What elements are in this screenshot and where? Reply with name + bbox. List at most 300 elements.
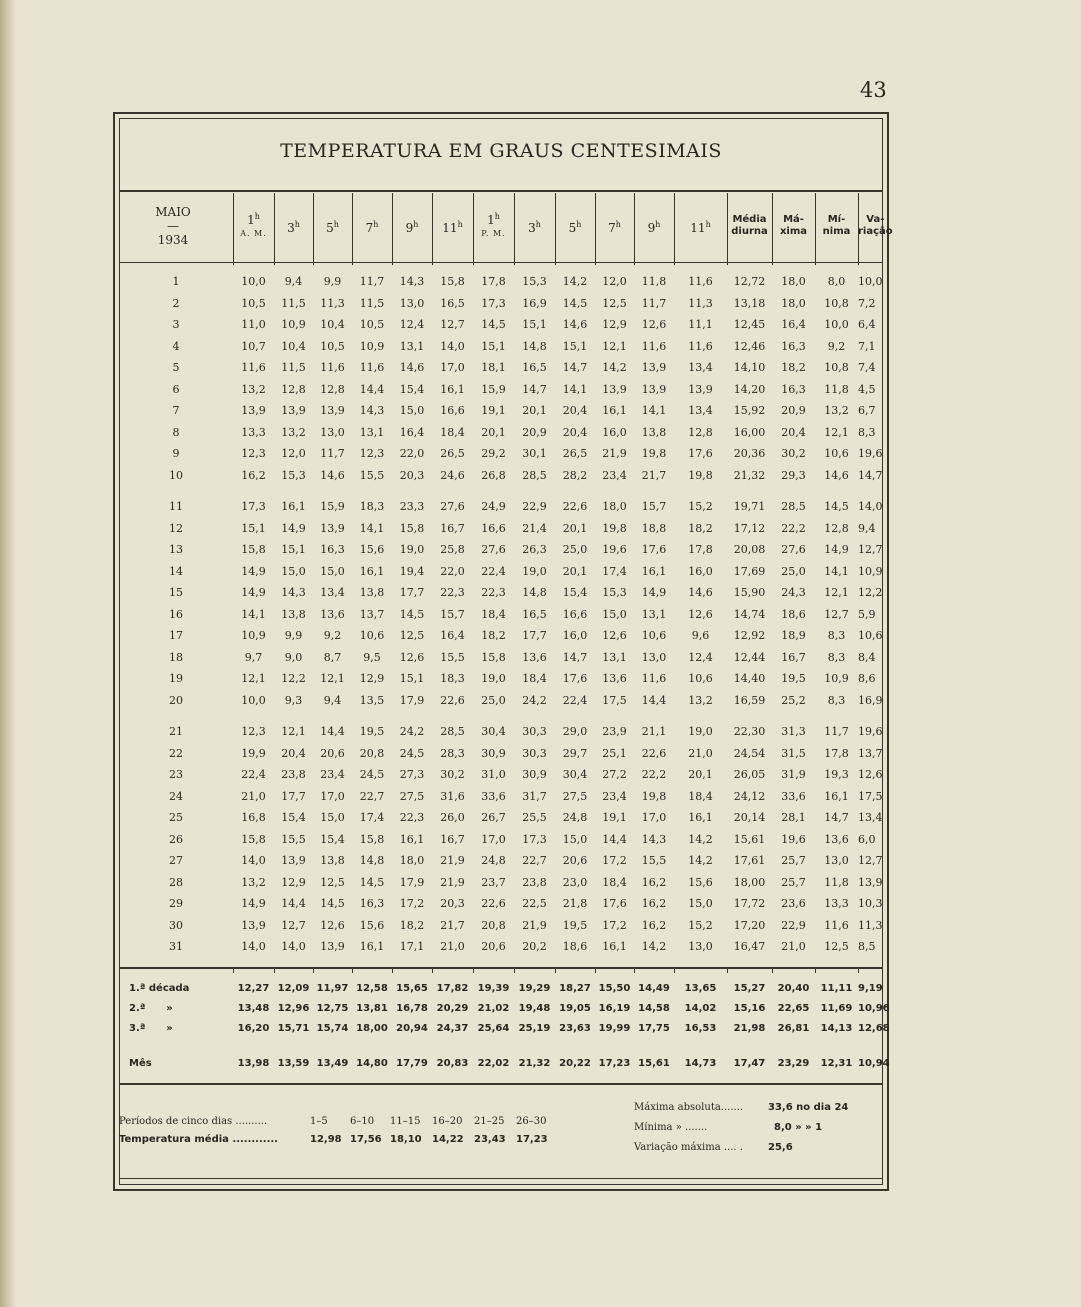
value-cell: 18,0 — [399, 854, 425, 867]
value-cell: 26,3 — [522, 543, 547, 556]
value-cell: 15,0 — [320, 564, 345, 578]
value-cell: 13,18 — [733, 296, 766, 310]
value-cell: 10,9 — [824, 672, 849, 685]
summary-value: 14,02 — [684, 1003, 717, 1014]
value-cell: 16,6 — [481, 521, 506, 535]
column-header-label: Mí- — [827, 214, 846, 225]
value-cell: 15,0 — [688, 897, 713, 910]
value-cell: 17,6 — [602, 897, 627, 910]
summary-value: 11,69 — [820, 1003, 853, 1014]
value-cell: 31,0 — [481, 768, 506, 781]
mean-temp-label: Temperatura média ............ — [119, 1134, 278, 1145]
value-cell: 14,3 — [399, 275, 425, 288]
value-cell: 15,9 — [320, 500, 345, 513]
value-cell: 16,59 — [733, 693, 766, 707]
value-cell: 16,2 — [641, 918, 667, 932]
table-row — [119, 747, 883, 767]
value-cell: 20,3 — [440, 897, 465, 910]
table-row — [119, 919, 883, 939]
value-cell: 18,4 — [440, 425, 465, 439]
value-cell: 12,6 — [399, 650, 425, 664]
summary-value: 10,94 — [858, 1058, 890, 1069]
table-row — [119, 790, 883, 810]
value-cell: 33,6 — [781, 789, 806, 803]
table-row — [119, 854, 883, 874]
value-cell: 13,8 — [641, 425, 667, 439]
value-cell: 22,4 — [481, 564, 506, 578]
value-cell: 14,3 — [359, 404, 385, 417]
value-cell: 16,2 — [641, 875, 667, 889]
value-cell: 19,8 — [641, 789, 667, 803]
value-cell: 13,1 — [602, 650, 627, 664]
value-cell: 13,2 — [241, 875, 266, 889]
value-cell: 16,1 — [688, 811, 713, 824]
value-cell: 10,0 — [858, 275, 883, 288]
value-cell: 19,8 — [602, 521, 627, 535]
value-cell: 24,8 — [562, 811, 588, 824]
value-cell: 14,74 — [733, 607, 766, 621]
summary-value: 12,09 — [277, 983, 310, 994]
value-cell: 14,9 — [281, 521, 306, 535]
period-mean: 12,98 — [310, 1134, 342, 1145]
value-cell: 30,2 — [781, 447, 806, 460]
summary-value: 18,00 — [356, 1023, 388, 1034]
table-row — [119, 361, 883, 381]
value-cell: 13,8 — [359, 586, 385, 599]
value-cell: 14,3 — [641, 832, 667, 846]
value-cell: 14,4 — [602, 832, 627, 846]
day-cell: 22 — [169, 746, 183, 760]
value-cell: 22,4 — [241, 768, 266, 781]
column-header — [727, 214, 772, 238]
value-cell: 18,3 — [440, 672, 465, 685]
value-cell: 13,2 — [241, 382, 266, 396]
value-cell: 13,6 — [602, 672, 627, 685]
value-cell: 10,5 — [241, 296, 266, 310]
value-cell: 22,2 — [781, 521, 806, 535]
value-cell: 16,3 — [781, 339, 806, 353]
value-cell: 16,5 — [522, 607, 547, 621]
value-cell: 11,6 — [641, 339, 667, 353]
value-cell: 16,9 — [858, 693, 883, 707]
summary-value: 17,47 — [733, 1058, 766, 1069]
value-cell: 12,6 — [688, 607, 713, 621]
value-cell: 20,9 — [522, 425, 547, 439]
value-cell: 30,4 — [481, 725, 506, 738]
ampm-sub: A. M. — [240, 229, 267, 238]
table-row — [119, 500, 883, 520]
period-label: 26–30 — [516, 1116, 547, 1127]
table-row — [119, 608, 883, 628]
decade-row — [119, 983, 883, 1001]
summary-column-rule — [432, 967, 433, 973]
table-row — [119, 404, 883, 424]
value-cell: 19,5 — [781, 672, 806, 685]
table-row — [119, 469, 883, 489]
value-cell: 13,6 — [824, 832, 849, 846]
value-cell: 13,4 — [858, 811, 883, 824]
day-cell: 5 — [172, 361, 180, 374]
value-cell: 16,1 — [359, 564, 385, 578]
value-cell: 16,3 — [781, 382, 806, 396]
value-cell: 19,0 — [522, 564, 547, 578]
value-cell: 21,7 — [440, 918, 465, 932]
summary-label: Mês — [129, 1058, 152, 1069]
value-cell: 9,2 — [323, 629, 342, 642]
value-cell: 29,3 — [781, 468, 806, 482]
value-cell: 9,2 — [827, 339, 846, 353]
period-mean: 14,22 — [432, 1134, 464, 1145]
value-cell: 18,1 — [481, 361, 506, 374]
day-cell: 14 — [169, 564, 183, 578]
day-cell: 25 — [169, 811, 183, 824]
value-cell: 15,6 — [359, 543, 385, 556]
value-cell: 17,6 — [688, 447, 713, 460]
period-label: 6–10 — [350, 1116, 375, 1127]
value-cell: 15,7 — [641, 500, 667, 513]
value-cell: 15,90 — [733, 586, 766, 599]
value-cell: 9,6 — [691, 629, 710, 642]
value-cell: 31,3 — [781, 725, 806, 738]
table-row — [119, 275, 883, 295]
summary-value: 13,49 — [316, 1058, 349, 1069]
value-cell: 13,9 — [688, 382, 713, 396]
value-cell: 30,9 — [522, 768, 547, 781]
day-cell: 26 — [169, 832, 183, 846]
summary-value: 19,05 — [559, 1003, 591, 1014]
value-cell: 31,5 — [781, 746, 806, 760]
value-cell: 15,8 — [440, 275, 465, 288]
value-cell: 12,6 — [641, 318, 667, 331]
value-cell: 12,6 — [320, 918, 345, 932]
value-cell: 10,8 — [824, 361, 849, 374]
value-cell: 14,0 — [241, 854, 266, 867]
value-cell: 23,9 — [602, 725, 627, 738]
column-header-label: Média — [732, 214, 767, 225]
table-row — [119, 565, 883, 585]
value-cell: 10,0 — [824, 318, 849, 331]
value-cell: 13,9 — [858, 875, 883, 889]
period-mean: 17,23 — [516, 1134, 548, 1145]
value-cell: 23,0 — [562, 875, 588, 889]
column-header — [313, 218, 352, 235]
day-cell: 31 — [169, 940, 183, 953]
max-abs-label: Máxima absoluta....... — [634, 1102, 744, 1113]
value-cell: 22,6 — [481, 897, 506, 910]
day-cell: 24 — [169, 789, 183, 803]
value-cell: 16,5 — [440, 296, 465, 310]
value-cell: 12,72 — [733, 275, 766, 288]
day-cell: 23 — [169, 768, 183, 781]
value-cell: 27,6 — [440, 500, 465, 513]
value-cell: 20,14 — [733, 811, 766, 824]
day-cell: 8 — [172, 425, 180, 439]
value-cell: 18,2 — [781, 361, 806, 374]
value-cell: 13,0 — [688, 940, 713, 953]
value-cell: 14,2 — [688, 854, 713, 867]
value-cell: 22,30 — [733, 725, 766, 738]
column-header-label: 5 — [568, 221, 577, 235]
summary-value: 21,98 — [733, 1023, 766, 1034]
table-row — [119, 447, 883, 467]
period-mean: 23,43 — [474, 1134, 506, 1145]
min-label: Mínima » ....... — [634, 1122, 708, 1133]
value-cell: 15,1 — [522, 318, 547, 331]
value-cell: 12,3 — [241, 725, 266, 738]
value-cell: 13,7 — [858, 746, 883, 760]
value-cell: 21,7 — [641, 468, 667, 482]
hour-sup: h — [576, 220, 582, 229]
value-cell: 11,3 — [688, 296, 713, 310]
table-row — [119, 586, 883, 606]
summary-value: 13,65 — [684, 983, 717, 994]
value-cell: 16,7 — [440, 521, 465, 535]
value-cell: 17,12 — [733, 521, 766, 535]
value-cell: 13,8 — [320, 854, 345, 867]
day-cell: 19 — [169, 672, 183, 685]
value-cell: 12,1 — [320, 672, 345, 685]
column-header — [352, 218, 392, 235]
value-cell: 13,9 — [602, 382, 627, 396]
value-cell: 12,3 — [359, 447, 385, 460]
summary-column-rule — [352, 967, 353, 973]
value-cell: 13,9 — [281, 404, 306, 417]
value-cell: 23,3 — [399, 500, 425, 513]
summary-value: 15,61 — [638, 1058, 670, 1069]
value-cell: 14,0 — [241, 940, 266, 953]
value-cell: 15,5 — [440, 650, 465, 664]
value-cell: 11,3 — [320, 296, 345, 310]
hour-sup: h — [413, 220, 419, 229]
value-cell: 7,2 — [858, 296, 876, 310]
table-row — [119, 318, 883, 338]
value-cell: 25,0 — [781, 564, 806, 578]
value-cell: 15,4 — [399, 382, 425, 396]
summary-value: 16,19 — [598, 1003, 631, 1014]
value-cell: 19,3 — [824, 768, 849, 781]
value-cell: 13,7 — [359, 607, 385, 621]
summary-value: 22,65 — [777, 1003, 810, 1014]
value-cell: 17,72 — [733, 897, 766, 910]
summary-value: 21,32 — [518, 1058, 551, 1069]
table-row — [119, 940, 883, 960]
column-header — [432, 218, 473, 235]
value-cell: 18,2 — [481, 629, 506, 642]
value-cell: 14,7 — [522, 382, 547, 396]
value-cell: 28,5 — [781, 500, 806, 513]
value-cell: 18,6 — [562, 940, 588, 953]
hour-sup: h — [535, 220, 541, 229]
value-cell: 18,9 — [781, 629, 806, 642]
value-cell: 17,7 — [522, 629, 547, 642]
value-cell: 12,1 — [281, 725, 306, 738]
value-cell: 30,4 — [562, 768, 588, 781]
column-header — [634, 218, 674, 235]
summary-value: 9,19 — [858, 983, 883, 994]
value-cell: 10,8 — [824, 296, 849, 310]
value-cell: 14,0 — [858, 500, 883, 513]
hour-sup: h — [655, 220, 661, 229]
value-cell: 20,8 — [481, 918, 506, 932]
value-cell: 22,6 — [562, 500, 588, 513]
value-cell: 31,7 — [522, 789, 547, 803]
value-cell: 20,6 — [320, 746, 345, 760]
summary-value: 17,82 — [436, 983, 469, 994]
value-cell: 16,1 — [281, 500, 306, 513]
value-cell: 9,4 — [858, 521, 876, 535]
value-cell: 17,9 — [399, 875, 425, 889]
day-cell: 10 — [169, 468, 183, 482]
summary-value: 19,29 — [518, 983, 551, 994]
value-cell: 13,9 — [641, 382, 667, 396]
table-row — [119, 297, 883, 317]
value-cell: 22,9 — [522, 500, 547, 513]
column-header — [392, 218, 432, 235]
value-cell: 12,0 — [602, 275, 627, 288]
value-cell: 14,20 — [733, 382, 766, 396]
value-cell: 12,44 — [733, 650, 766, 664]
value-cell: 12,4 — [688, 650, 713, 664]
value-cell: 20,08 — [733, 543, 766, 556]
value-cell: 8,4 — [858, 650, 876, 664]
value-cell: 18,4 — [688, 789, 713, 803]
summary-value: 20,40 — [777, 983, 810, 994]
value-cell: 15,8 — [241, 832, 266, 846]
value-cell: 14,1 — [241, 607, 266, 621]
value-cell: 15,1 — [399, 672, 425, 685]
value-cell: 29,7 — [562, 746, 588, 760]
table-row — [119, 833, 883, 853]
value-cell: 6,7 — [858, 404, 876, 417]
day-cell: 4 — [172, 339, 180, 353]
column-header-label: 3 — [287, 221, 295, 235]
value-cell: 12,1 — [602, 339, 627, 353]
value-cell: 22,3 — [481, 586, 506, 599]
value-cell: 28,5 — [522, 468, 547, 482]
value-cell: 14,0 — [281, 940, 306, 953]
value-cell: 16,4 — [399, 425, 425, 439]
value-cell: 13,5 — [359, 693, 385, 707]
value-cell: 22,0 — [399, 447, 425, 460]
value-cell: 23,8 — [281, 768, 306, 781]
value-cell: 17,69 — [733, 564, 766, 578]
value-cell: 14,9 — [241, 586, 266, 599]
value-cell: 15,0 — [602, 607, 627, 621]
month-header — [130, 205, 216, 247]
value-cell: 14,5 — [320, 897, 345, 910]
value-cell: 13,9 — [320, 521, 345, 535]
value-cell: 14,7 — [858, 468, 883, 482]
value-cell: 12,2 — [858, 586, 883, 599]
value-cell: 25,0 — [562, 543, 588, 556]
title-divider — [119, 190, 883, 192]
column-header — [772, 214, 815, 238]
value-cell: 19,4 — [399, 564, 425, 578]
value-cell: 13,0 — [824, 854, 849, 867]
value-cell: 19,6 — [858, 725, 883, 738]
summary-value: 14,80 — [356, 1058, 388, 1069]
value-cell: 12,1 — [824, 425, 849, 439]
value-cell: 20,2 — [522, 940, 547, 953]
value-cell: 16,3 — [320, 543, 345, 556]
value-cell: 16,2 — [241, 468, 266, 482]
summary-column-rule — [772, 967, 773, 973]
day-cell: 9 — [172, 447, 180, 460]
value-cell: 13,1 — [641, 607, 667, 621]
value-cell: 25,5 — [522, 811, 547, 824]
value-cell: 13,9 — [241, 404, 266, 417]
value-cell: 22,9 — [781, 918, 806, 932]
value-cell: 26,05 — [733, 768, 766, 781]
summary-value: 21,02 — [477, 1003, 510, 1014]
value-cell: 18,0 — [781, 296, 806, 310]
value-cell: 9,3 — [284, 693, 303, 707]
table-row — [119, 672, 883, 692]
value-cell: 30,9 — [481, 746, 506, 760]
decade-row — [119, 1023, 890, 1041]
value-cell: 10,5 — [359, 318, 385, 331]
value-cell: 11,0 — [241, 318, 266, 331]
max-abs-value: 33,6 no dia 24 — [768, 1102, 849, 1113]
column-header-label: 7 — [365, 221, 374, 235]
value-cell: 22,6 — [641, 746, 667, 760]
value-cell: 13,4 — [688, 404, 713, 417]
value-cell: 20,1 — [688, 768, 713, 781]
value-cell: 10,9 — [281, 318, 306, 331]
value-cell: 14,9 — [241, 897, 266, 910]
column-header-label-2: diurna — [731, 226, 768, 237]
value-cell: 14,4 — [641, 693, 667, 707]
value-cell: 15,4 — [562, 586, 588, 599]
value-cell: 9,4 — [323, 693, 342, 707]
value-cell: 14,4 — [320, 725, 345, 738]
column-header-label-2: nima — [822, 226, 851, 237]
value-cell: 14,4 — [359, 382, 385, 396]
value-cell: 14,6 — [688, 586, 713, 599]
period-label: 21–25 — [474, 1116, 505, 1127]
value-cell: 14,9 — [824, 543, 849, 556]
value-cell: 26,5 — [440, 447, 465, 460]
value-cell: 11,5 — [281, 361, 306, 374]
value-cell: 13,0 — [399, 296, 425, 310]
value-cell: 24,12 — [733, 789, 766, 803]
value-cell: 21,0 — [688, 746, 713, 760]
value-cell: 15,5 — [641, 854, 667, 867]
value-cell: 4,5 — [858, 382, 876, 396]
value-cell: 9,9 — [284, 629, 303, 642]
value-cell: 10,6 — [688, 672, 713, 685]
value-cell: 31,9 — [781, 768, 806, 781]
summary-value: 17,79 — [396, 1058, 428, 1069]
footer-divider — [119, 1083, 883, 1085]
value-cell: 15,7 — [440, 607, 465, 621]
summary-value: 20,22 — [559, 1058, 591, 1069]
value-cell: 9,5 — [363, 650, 381, 664]
value-cell: 15,4 — [320, 832, 345, 846]
value-cell: 17,2 — [602, 918, 627, 932]
value-cell: 13,6 — [522, 650, 547, 664]
value-cell: 16,6 — [440, 404, 465, 417]
value-cell: 10,6 — [858, 629, 883, 642]
value-cell: 18,3 — [359, 500, 385, 513]
value-cell: 16,0 — [602, 425, 627, 439]
value-cell: 21,1 — [641, 725, 667, 738]
hour-sup: h — [254, 212, 260, 221]
day-cell: 12 — [169, 521, 183, 535]
value-cell: 13,2 — [281, 425, 306, 439]
value-cell: 12,7 — [824, 607, 849, 621]
month-row — [119, 1058, 890, 1076]
